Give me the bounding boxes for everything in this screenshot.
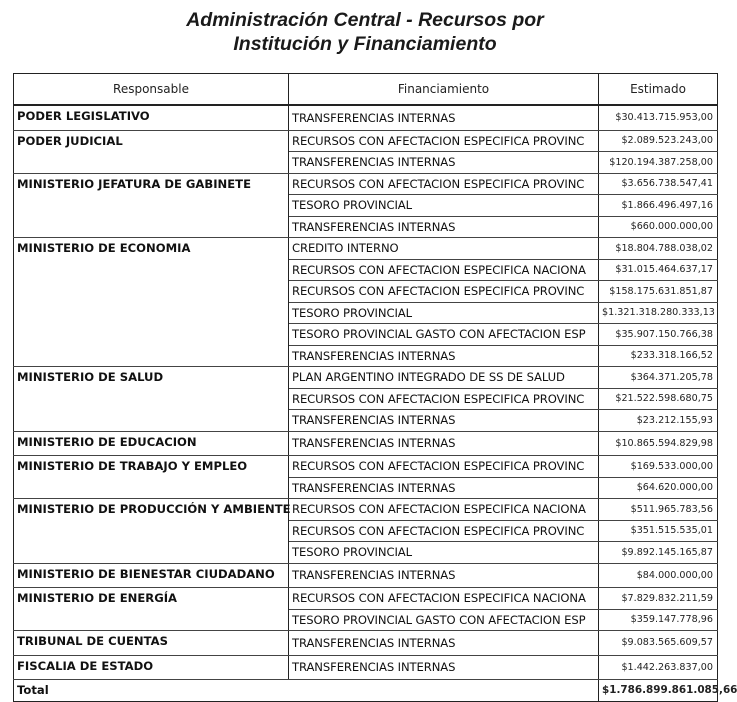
table-row	[14, 130, 718, 152]
estimado-cell: $1.442.263.837,00	[599, 655, 718, 680]
estimado-cell: $35.907.150.766,38	[599, 324, 718, 346]
financiamiento-cell: TESORO PROVINCIAL	[289, 195, 599, 217]
table-header-row	[14, 74, 718, 106]
financiamiento-cell: TRANSFERENCIAS INTERNAS	[289, 563, 599, 588]
responsable-cell: FISCALIA DE ESTADO	[14, 655, 289, 680]
table-row	[14, 367, 718, 389]
financiamiento-cell: PLAN ARGENTINO INTEGRADO DE SS DE SALUD	[289, 367, 599, 389]
estimado-cell: $233.318.166,52	[599, 345, 718, 367]
financiamiento-cell: TRANSFERENCIAS INTERNAS	[289, 477, 599, 499]
table-row	[14, 238, 718, 260]
estimado-cell: $30.413.715.953,00	[599, 105, 718, 130]
responsable-cell: MINISTERIO DE TRABAJO Y EMPLEO	[14, 456, 289, 499]
estimado-cell: $31.015.464.637,17	[599, 259, 718, 281]
header-financiamiento: Financiamiento	[289, 74, 599, 106]
estimado-cell: $84.000.000,00	[599, 563, 718, 588]
financiamiento-cell: RECURSOS CON AFECTACION ESPECIFICA PROVINC	[289, 281, 599, 303]
estimado-cell: $364.371.205,78	[599, 367, 718, 389]
estimado-cell: $359.147.778,96	[599, 609, 718, 631]
header-estimado: Estimado	[599, 74, 718, 106]
table-body	[14, 105, 737, 701]
financiamiento-cell: TESORO PROVINCIAL GASTO CON AFECTACION ESP	[289, 609, 599, 631]
financiamiento-cell: RECURSOS CON AFECTACION ESPECIFICA PROVINC	[289, 520, 599, 542]
table-row	[14, 631, 718, 656]
financiamiento-cell: RECURSOS CON AFECTACION ESPECIFICA NACIONA	[289, 588, 599, 610]
table-row	[14, 105, 718, 130]
estimado-cell: $351.515.535,01	[599, 520, 718, 542]
estimado-cell: $511.965.783,56	[599, 499, 718, 521]
financiamiento-cell: TRANSFERENCIAS INTERNAS	[289, 152, 599, 174]
estimado-cell: $10.865.594.829,98	[599, 431, 718, 456]
estimado-cell: $21.522.598.680,75	[599, 388, 718, 410]
estimado-cell: $3.656.738.547,41	[599, 173, 718, 195]
financiamiento-cell: TRANSFERENCIAS INTERNAS	[289, 655, 599, 680]
financiamiento-cell: TRANSFERENCIAS INTERNAS	[289, 216, 599, 238]
table-row	[14, 499, 718, 521]
table-row	[14, 431, 718, 456]
table-row	[14, 563, 718, 588]
responsable-cell: MINISTERIO DE PRODUCCIÓN Y AMBIENTE	[14, 499, 289, 564]
resources-table	[13, 73, 737, 702]
financiamiento-cell: RECURSOS CON AFECTACION ESPECIFICA NACIONA	[289, 499, 599, 521]
estimado-cell: $158.175.631.851,87	[599, 281, 718, 303]
financiamiento-cell: TRANSFERENCIAS INTERNAS	[289, 345, 599, 367]
total-value: $1.786.899.861.085,66	[599, 680, 718, 702]
total-label: Total	[14, 680, 599, 702]
responsable-cell: MINISTERIO DE SALUD	[14, 367, 289, 432]
estimado-cell: $1.866.496.497,16	[599, 195, 718, 217]
responsable-cell: MINISTERIO DE ENERGÍA	[14, 588, 289, 631]
report-title-line-1: Administración Central - Recursos por	[186, 9, 544, 31]
responsable-cell: MINISTERIO JEFATURA DE GABINETE	[14, 173, 289, 238]
financiamiento-cell: TESORO PROVINCIAL GASTO CON AFECTACION ESP	[289, 324, 599, 346]
estimado-cell: $9.083.565.609,57	[599, 631, 718, 656]
estimado-cell: $64.620.000,00	[599, 477, 718, 499]
financiamiento-cell: RECURSOS CON AFECTACION ESPECIFICA PROVINC	[289, 130, 599, 152]
financiamiento-cell: TRANSFERENCIAS INTERNAS	[289, 105, 599, 130]
table-row	[14, 456, 718, 478]
report-title	[0, 8, 730, 56]
report-title-line-2: Institución y Financiamiento	[233, 33, 497, 55]
estimado-cell: $23.212.155,93	[599, 410, 718, 432]
estimado-cell: $120.194.387.258,00	[599, 152, 718, 174]
estimado-cell: $18.804.788.038,02	[599, 238, 718, 260]
responsable-cell: MINISTERIO DE BIENESTAR CIUDADANO	[14, 563, 289, 588]
financiamiento-cell: RECURSOS CON AFECTACION ESPECIFICA PROVINC	[289, 388, 599, 410]
responsable-cell: TRIBUNAL DE CUENTAS	[14, 631, 289, 656]
responsable-cell: PODER JUDICIAL	[14, 130, 289, 173]
table-row	[14, 173, 718, 195]
financiamiento-cell: RECURSOS CON AFECTACION ESPECIFICA NACIONA	[289, 259, 599, 281]
estimado-cell: $1.321.318.280.333,13	[599, 302, 718, 324]
financiamiento-cell: TESORO PROVINCIAL	[289, 302, 599, 324]
estimado-cell: $9.892.145.165,87	[599, 542, 718, 564]
responsable-cell: PODER LEGISLATIVO	[14, 105, 289, 130]
financiamiento-cell: CREDITO INTERNO	[289, 238, 599, 260]
table-row	[14, 588, 718, 610]
responsable-cell: MINISTERIO DE ECONOMIA	[14, 238, 289, 367]
total-row	[14, 680, 718, 702]
financiamiento-cell: TESORO PROVINCIAL	[289, 542, 599, 564]
estimado-cell: $2.089.523.243,00	[599, 130, 718, 152]
estimado-cell: $169.533.000,00	[599, 456, 718, 478]
estimado-cell: $660.000.000,00	[599, 216, 718, 238]
header-responsable: Responsable	[14, 74, 289, 106]
financiamiento-cell: TRANSFERENCIAS INTERNAS	[289, 431, 599, 456]
financiamiento-cell: RECURSOS CON AFECTACION ESPECIFICA PROVINC	[289, 173, 599, 195]
financiamiento-cell: RECURSOS CON AFECTACION ESPECIFICA PROVINC	[289, 456, 599, 478]
financiamiento-cell: TRANSFERENCIAS INTERNAS	[289, 631, 599, 656]
financiamiento-cell: TRANSFERENCIAS INTERNAS	[289, 410, 599, 432]
table-row	[14, 655, 718, 680]
estimado-cell: $7.829.832.211,59	[599, 588, 718, 610]
responsable-cell: MINISTERIO DE EDUCACION	[14, 431, 289, 456]
